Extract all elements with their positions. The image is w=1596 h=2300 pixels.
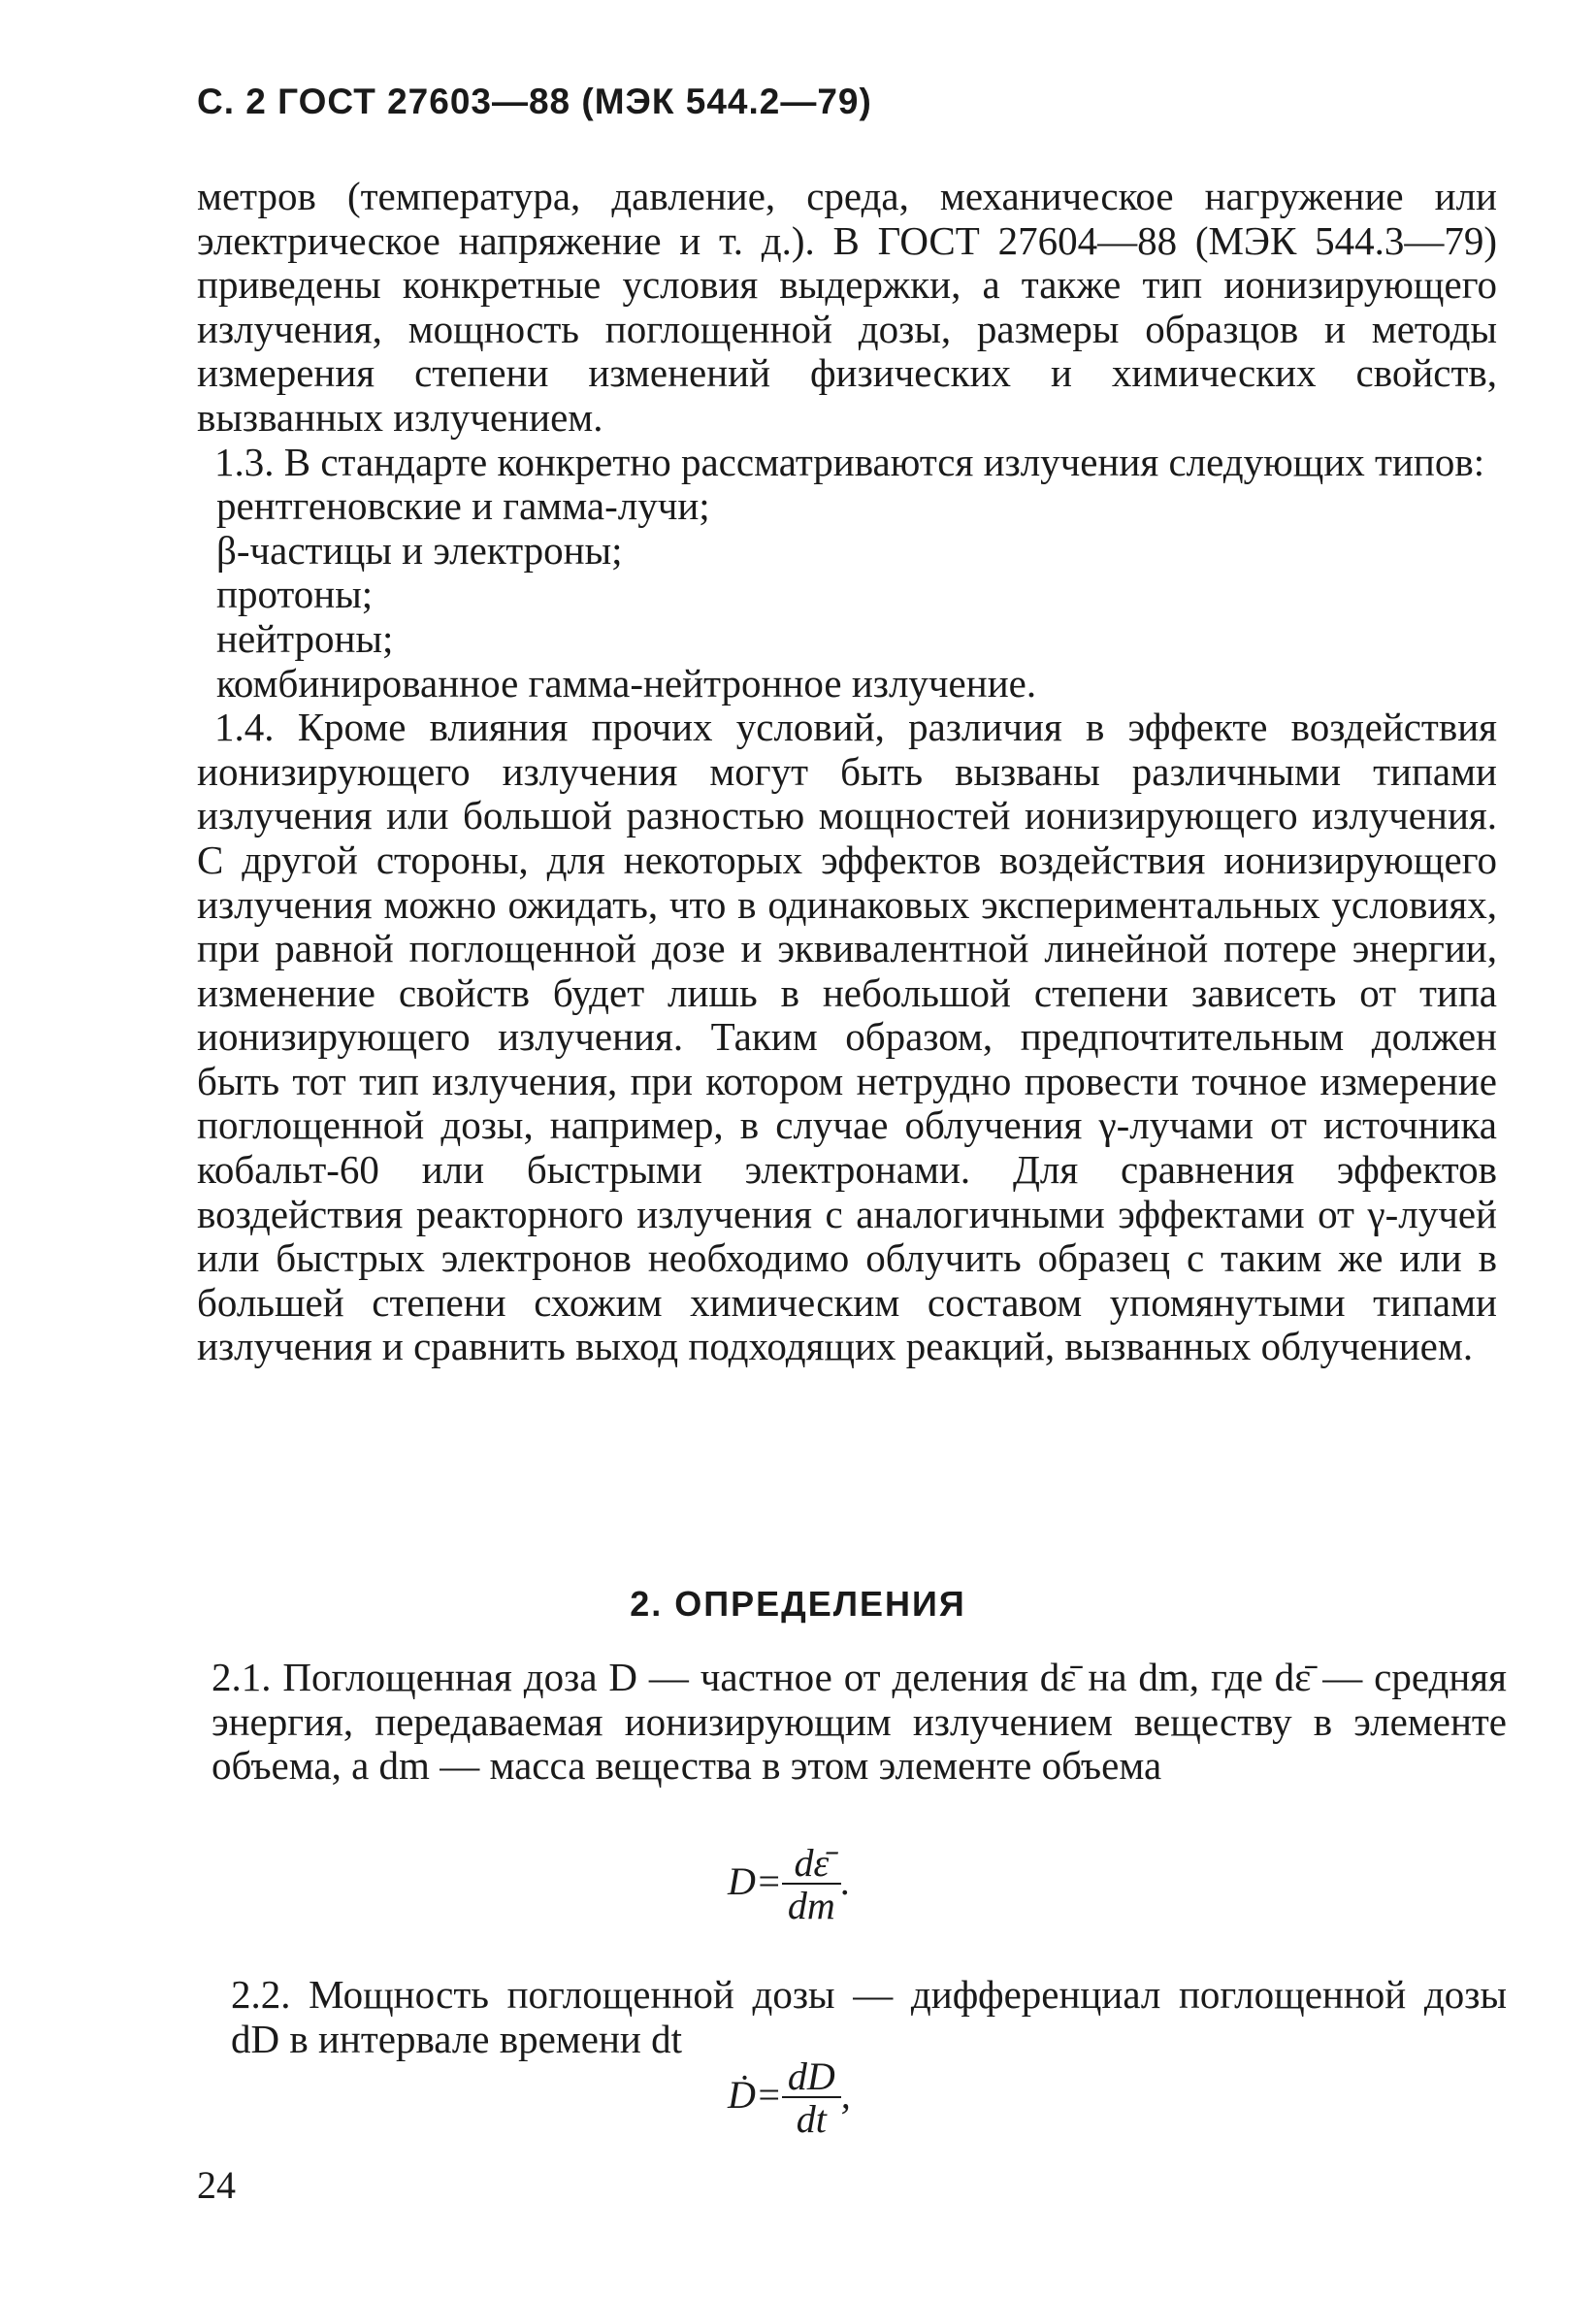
paragraph-intro: метров (температура, давление, среда, механическое нагружение или электрическое напряжение и т. д.). В ГОСТ 27604—88 (МЭК 544.3—79) приведены конкретные условия выдержки, а также тип ионизирующего излучения, мощность поглощенной дозы, размеры образцов и методы измерения степени изменений физических и химических свойств, вызванных излучением. [197, 174, 1497, 440]
fraction-denominator: dt [796, 2097, 827, 2141]
list-item: комбинированное гамма-нейтронное излучение. [216, 660, 1037, 706]
fraction [782, 1841, 841, 1927]
list-item: β-частицы и электроны; [216, 527, 623, 573]
formula-absorbed-dose [728, 1841, 851, 1927]
fraction-denominator: dm [787, 1884, 835, 1927]
paragraph-1-3: 1.3. В стандарте конкретно рассматриваются излучения следующих типов: [214, 439, 1485, 484]
fraction [782, 2054, 841, 2141]
formula-tail: , [840, 2073, 851, 2118]
page-number: 24 [197, 2163, 236, 2207]
paragraph-1-4: 1.4. Кроме влияния прочих условий, различия в эффекте воздействия ионизирующего излучения могут быть вызваны различными типами излучения или большой разностью мощностей ионизирующего излучения. С другой стороны, для некоторых эффектов воздействия ионизирующего излучения можно ожидать, что в одинаковых экспериментальных условиях, при равной поглощенной дозе и эквивалентной линейной потере энергии, изменение свойств будет лишь в небольшой степени зависеть от типа ионизирующего излучения. Таким образом, предпочтительным должен быть тот тип излучения, при котором нетрудно провести точное измерение поглощенной дозы, например, в случае облучения γ-лучами от источника кобальт-60 или быстрыми электронами. Для сравнения эффектов воздействия реакторного излучения с аналогичными эффектами от γ-лучей или быстрых электронов необходимо облучить образец с таким же или в большей степени схожим химическим составом упомянутыми типами излучения и сравнить выход подходящих реакций, вызванных облучением. [197, 705, 1497, 1369]
paragraph-2-1: 2.1. Поглощенная доза D — частное от деления dε̄ на dm, где dε̄ — средняя энергия, передаваемая ионизирующим излучением веществу в элементе объема, а dm — масса вещества в этом элементе объема [212, 1655, 1507, 1789]
running-header: С. 2 ГОСТ 27603—88 (МЭК 544.2—79) [197, 82, 872, 121]
formula-lhs: Ḋ= [728, 2073, 782, 2118]
list-item: протоны; [216, 572, 374, 617]
body-text-section-2-1 [163, 1656, 1507, 1789]
radiation-types-list [197, 484, 1497, 706]
section-heading: 2. ОПРЕДЕЛЕНИЯ [630, 1584, 966, 1624]
fraction-numerator: dε̄ [782, 1844, 841, 1885]
body-text-section-2-2 [163, 1972, 1507, 2061]
paragraph-2-2: 2.2. Мощность поглощенной дозы — дифференциал поглощенной дозы dD в интервале времени dt [231, 1972, 1507, 2061]
formula-tail: . [840, 1859, 851, 1904]
formula-dose-rate [728, 2054, 851, 2141]
body-text-section-1 [197, 175, 1497, 1369]
list-item: рентгеновские и гамма-лучи; [216, 483, 710, 529]
fraction-numerator: dD [782, 2057, 841, 2098]
list-item: нейтроны; [216, 615, 394, 661]
formula-lhs: D= [728, 1859, 782, 1904]
